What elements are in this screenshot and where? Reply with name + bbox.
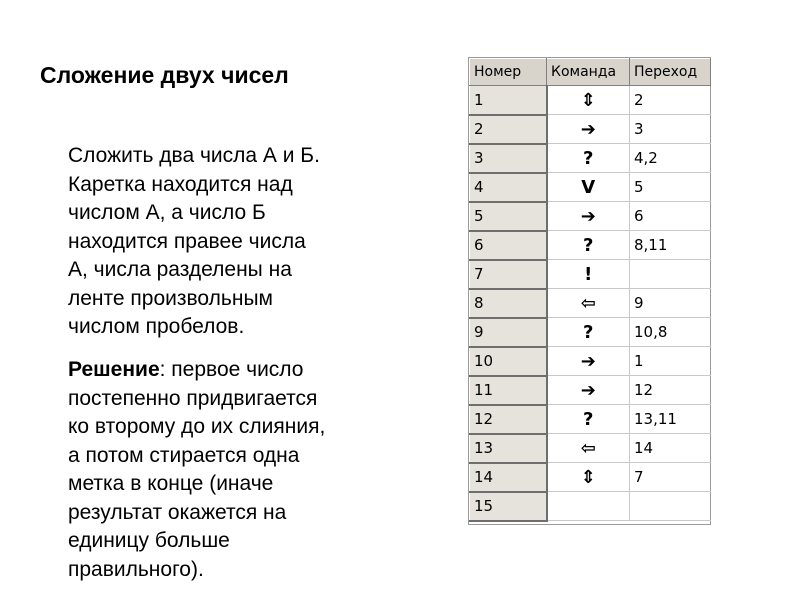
column-header-command[interactable]: Команда [547, 59, 630, 86]
row-number-cell[interactable]: 8 [470, 289, 547, 318]
column-header-jump[interactable]: Переход [630, 59, 711, 86]
row-number-cell[interactable]: 2 [470, 115, 547, 144]
jump-cell[interactable]: 10,8 [630, 318, 711, 347]
solution-paragraph [68, 356, 398, 584]
table-row [470, 463, 711, 492]
left-arrow-icon[interactable]: ⇦ [547, 434, 630, 463]
left-arrow-icon[interactable]: ⇦ [547, 289, 630, 318]
right-arrow-icon[interactable]: ➔ [547, 115, 630, 144]
program-table-window [468, 57, 711, 525]
row-number-cell[interactable]: 12 [470, 405, 547, 434]
row-number-cell[interactable]: 5 [470, 202, 547, 231]
row-number-cell[interactable]: 4 [470, 173, 547, 202]
table-row [470, 347, 711, 376]
table-row [470, 376, 711, 405]
stop-icon[interactable]: ! [547, 260, 630, 289]
row-number-cell[interactable]: 13 [470, 434, 547, 463]
jump-cell[interactable]: 13,11 [630, 405, 711, 434]
table-row [470, 115, 711, 144]
right-arrow-icon[interactable]: ➔ [547, 202, 630, 231]
table-row [470, 260, 711, 289]
solution-label: Решение [68, 358, 160, 381]
jump-cell[interactable]: 8,11 [630, 231, 711, 260]
command-cell-empty[interactable] [547, 492, 630, 521]
table-row [470, 318, 711, 347]
jump-cell[interactable]: 3 [630, 115, 711, 144]
jump-cell[interactable]: 1 [630, 347, 711, 376]
table-row [470, 144, 711, 173]
jump-cell[interactable]: 14 [630, 434, 711, 463]
row-number-cell[interactable]: 3 [470, 144, 547, 173]
up-down-arrow-icon[interactable]: ⇕ [547, 86, 630, 115]
table-row [470, 173, 711, 202]
row-number-cell[interactable]: 15 [470, 492, 547, 521]
jump-cell[interactable] [630, 260, 711, 289]
right-arrow-icon[interactable]: ➔ [547, 347, 630, 376]
table-row [470, 289, 711, 318]
question-icon[interactable]: ? [547, 405, 630, 434]
row-number-cell[interactable]: 9 [470, 318, 547, 347]
table-row [470, 86, 711, 115]
jump-cell[interactable]: 4,2 [630, 144, 711, 173]
table-header-row [470, 59, 711, 86]
jump-cell[interactable]: 9 [630, 289, 711, 318]
table-row [470, 405, 711, 434]
table-row [470, 202, 711, 231]
table-row [470, 434, 711, 463]
row-number-cell[interactable]: 10 [470, 347, 547, 376]
check-mark-icon[interactable]: V [547, 173, 630, 202]
slide-title: Сложение двух чисел [40, 62, 289, 88]
table-row [470, 231, 711, 260]
up-down-arrow-icon[interactable]: ⇕ [547, 463, 630, 492]
row-number-cell[interactable]: 6 [470, 231, 547, 260]
jump-cell[interactable]: 12 [630, 376, 711, 405]
table-body [470, 86, 711, 521]
jump-cell[interactable]: 6 [630, 202, 711, 231]
column-header-number[interactable]: Номер [470, 59, 547, 86]
row-number-cell[interactable]: 14 [470, 463, 547, 492]
right-arrow-icon[interactable]: ➔ [547, 376, 630, 405]
jump-cell[interactable]: 5 [630, 173, 711, 202]
row-number-cell[interactable]: 7 [470, 260, 547, 289]
jump-cell[interactable] [630, 492, 711, 521]
solution-text: : первое число постепенно придвигается ко второму до их слияния, а потом стирается одна метка в конце (иначе результат окажется на единицу больше правильного). [68, 358, 326, 581]
row-number-cell[interactable]: 11 [470, 376, 547, 405]
question-icon[interactable]: ? [547, 144, 630, 173]
jump-cell[interactable]: 7 [630, 463, 711, 492]
task-description: Сложить два числа А и Б. Каретка находится над числом А, а число Б находится правее числа А, числа разделены на ленте произвольным числом пробелов. [68, 144, 320, 338]
jump-cell[interactable]: 2 [630, 86, 711, 115]
table-row [470, 492, 711, 521]
question-icon[interactable]: ? [547, 318, 630, 347]
program-table [469, 58, 711, 522]
question-icon[interactable]: ? [547, 231, 630, 260]
row-number-cell[interactable]: 1 [470, 86, 547, 115]
